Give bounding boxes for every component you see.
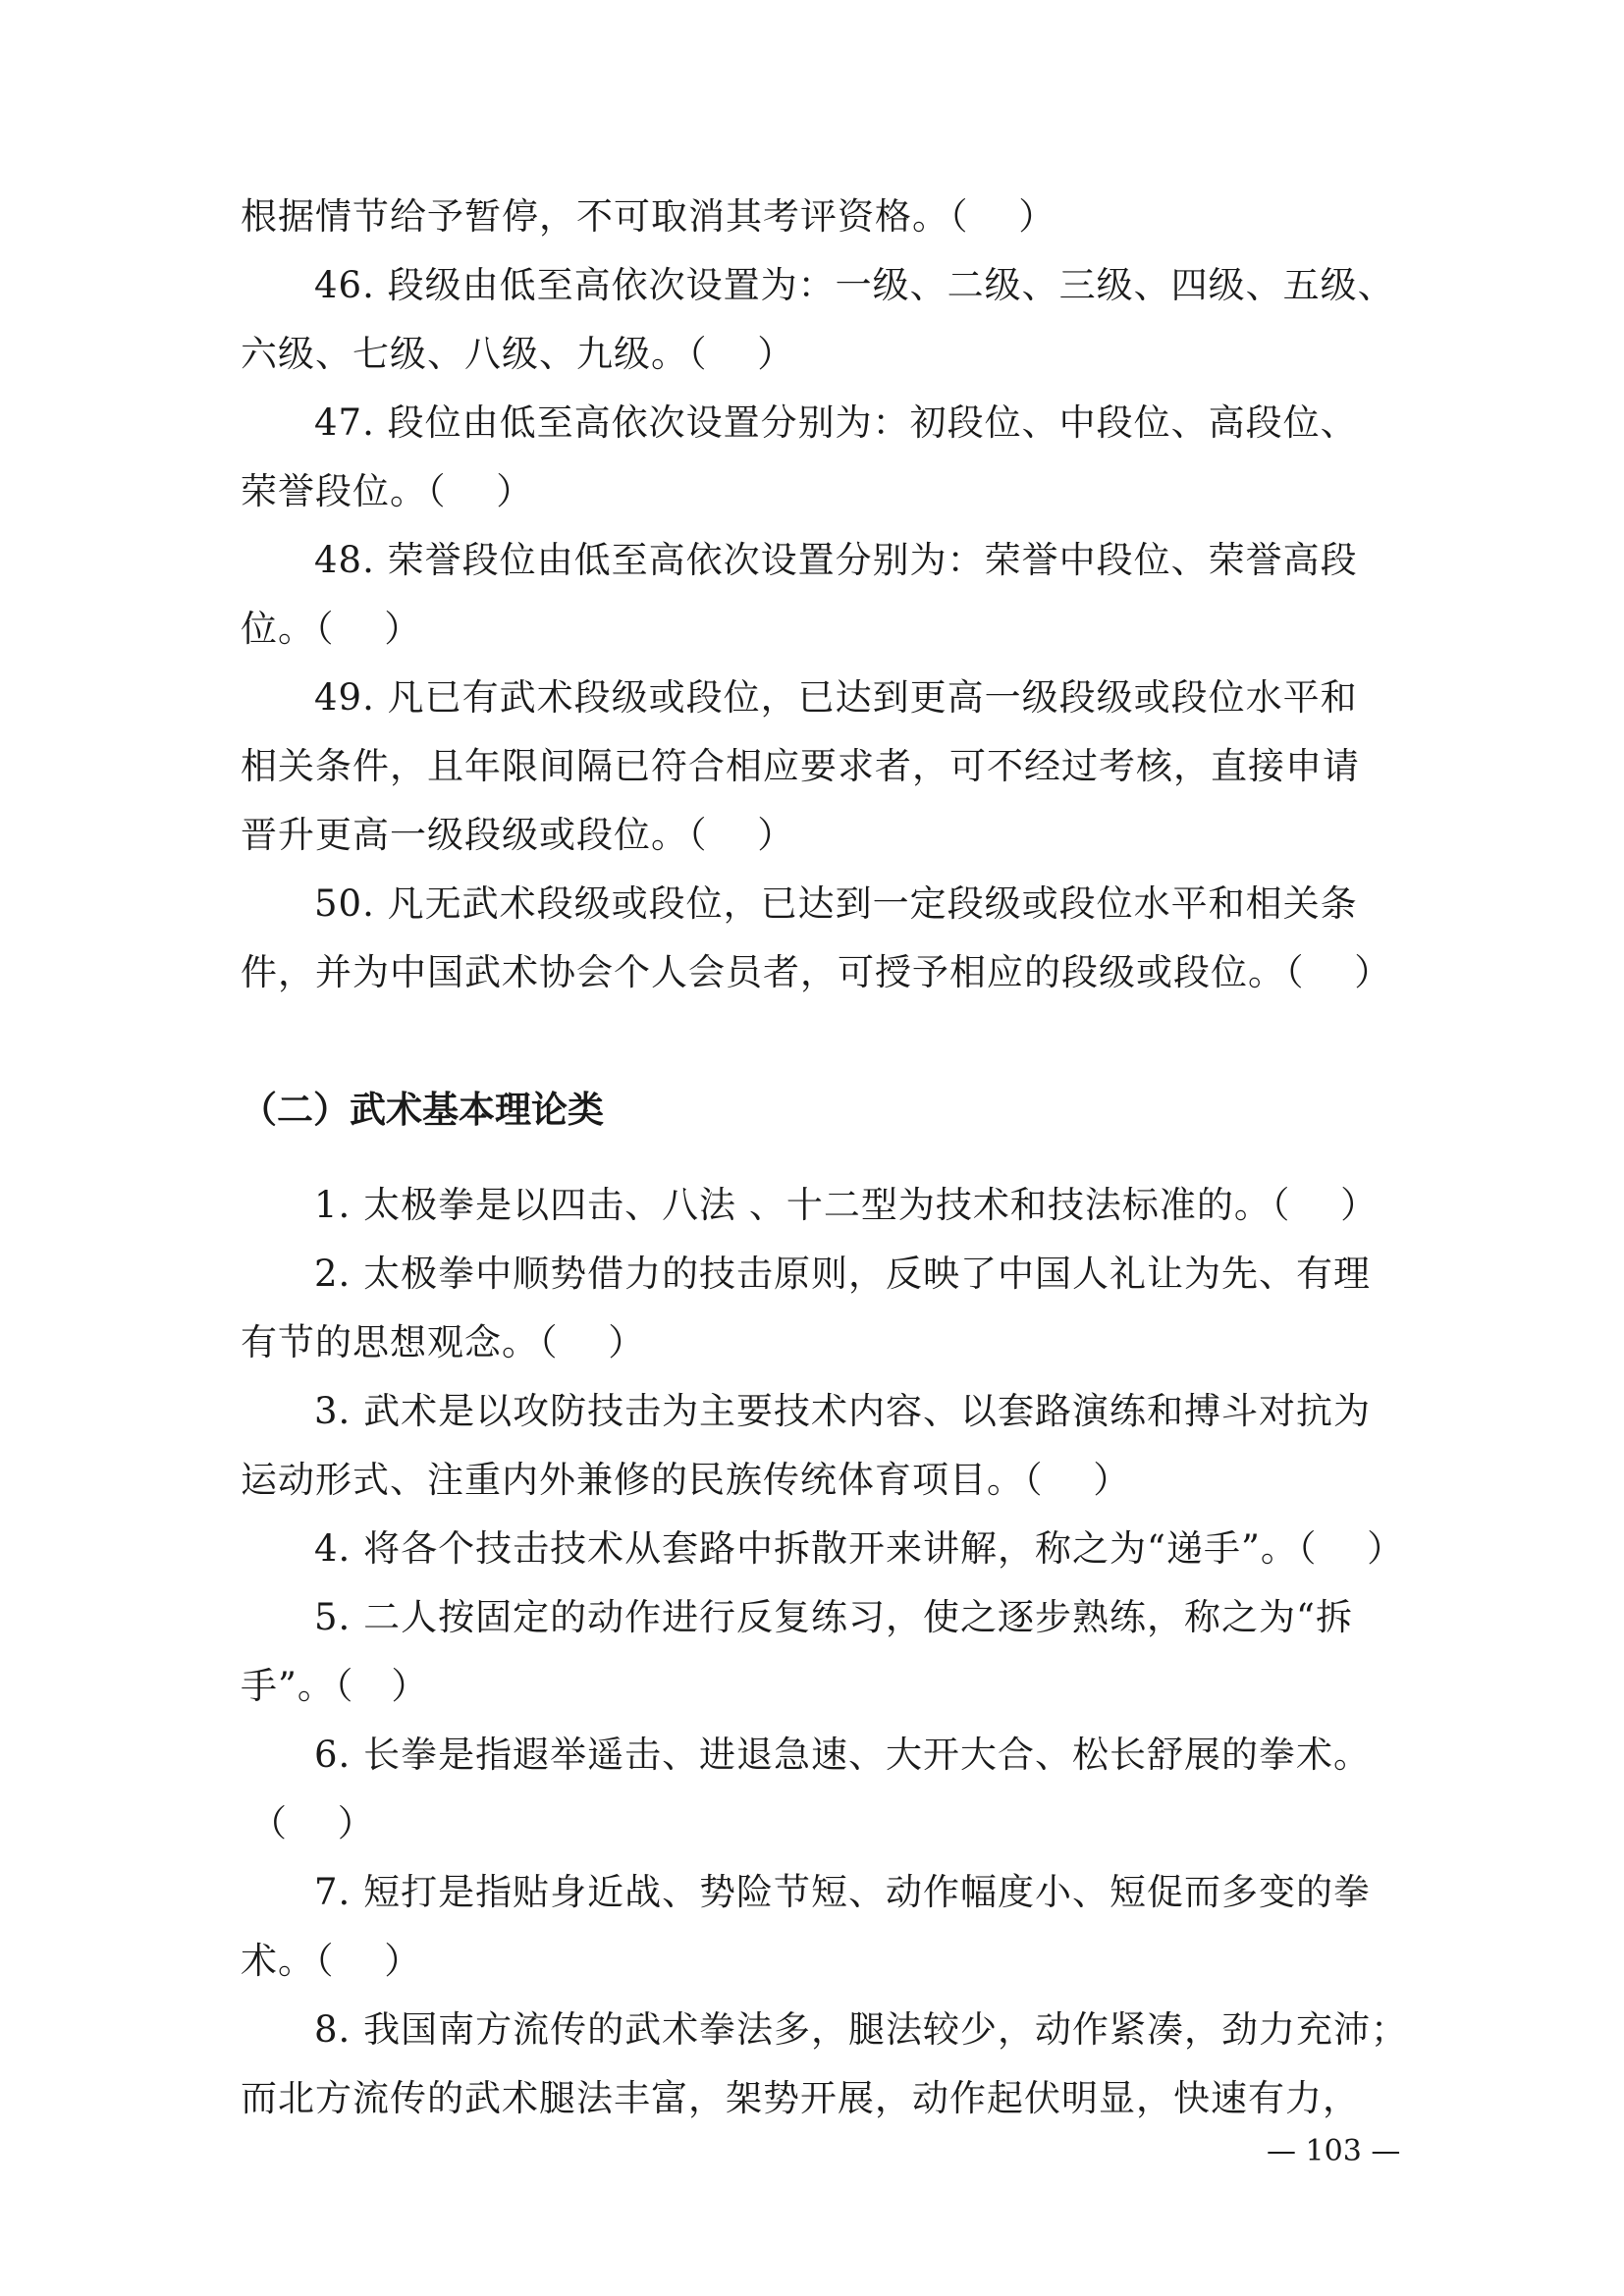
- text-line: （ ）: [250, 1802, 375, 1844]
- question-47: 47. 段位由低至高依次设置分别为：初段位、中段位、高段位、: [314, 401, 1358, 444]
- question-3: 3. 武术是以攻防技击为主要技术内容、以套路演练和搏斗对抗为: [314, 1390, 1372, 1432]
- text-line: 术。（ ）: [241, 1940, 422, 1982]
- text-line: 六级、七级、八级、九级。（ ）: [241, 333, 795, 375]
- page-number: — 103 —: [1267, 2134, 1401, 2168]
- question-2: 2. 太极拳中顺势借力的技击原则，反映了中国人礼让为先、有理: [314, 1253, 1372, 1295]
- text-line: 有节的思想观念。（ ）: [241, 1321, 646, 1363]
- question-48: 48. 荣誉段位由低至高依次设置分别为：荣誉中段位、荣誉高段: [314, 539, 1358, 581]
- text-line: 晋升更高一级段级或段位。（ ）: [241, 814, 795, 856]
- text-line: 运动形式、注重内外兼修的民族传统体育项目。（ ）: [241, 1459, 1131, 1501]
- question-50: 50. 凡无武术段级或段位，已达到一定段级或段位水平和相关条: [314, 882, 1358, 925]
- text-line: 件，并为中国武术协会个人会员者，可授予相应的段级或段位。（ ）: [241, 951, 1392, 993]
- text-line: 手”。（ ）: [241, 1665, 429, 1707]
- text-line: 位。（ ）: [241, 608, 422, 650]
- question-7: 7. 短打是指贴身近战、势险节短、动作幅度小、短促而多变的拳: [314, 1871, 1372, 1913]
- text-line: 根据情节给予暂停，不可取消其考评资格。（ ）: [241, 195, 1056, 238]
- question-49: 49. 凡已有武术段级或段位，已达到更高一级段级或段位水平和: [314, 676, 1358, 719]
- section-heading: （二）武术基本理论类: [241, 1089, 604, 1131]
- text-line: 相关条件，且年限间隔已符合相应要求者，可不经过考核，直接申请: [241, 745, 1360, 787]
- text-line: 荣誉段位。（ ）: [241, 470, 534, 512]
- question-1: 1. 太极拳是以四击、八法 、十二型为技术和技法标准的。（ ）: [314, 1184, 1379, 1226]
- question-6: 6. 长拳是指遐举遥击、进退急速、大开大合、松长舒展的拳术。: [314, 1734, 1372, 1776]
- question-8: 8. 我国南方流传的武术拳法多，腿法较少，动作紧凑，劲力充沛；: [314, 2008, 1409, 2051]
- question-5: 5. 二人按固定的动作进行反复练习，使之逐步熟练，称之为“拆: [314, 1596, 1353, 1638]
- question-4: 4. 将各个技击技术从套路中拆散开来讲解，称之为“递手”。（ ）: [314, 1527, 1405, 1570]
- text-line: 而北方流传的武术腿法丰富，架势开展，动作起伏明显，快速有力，: [241, 2077, 1360, 2119]
- question-46: 46. 段级由低至高依次设置为：一级、二级、三级、四级、五级、: [314, 264, 1395, 306]
